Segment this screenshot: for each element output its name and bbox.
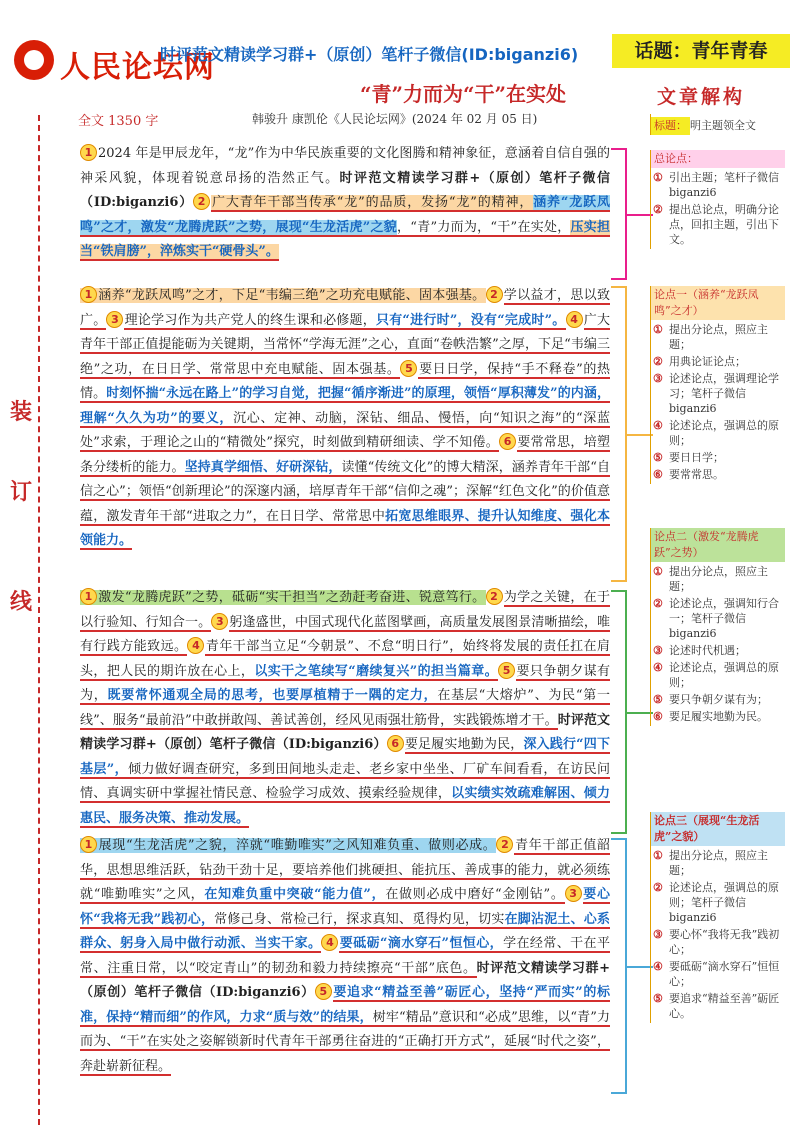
num-badge: 4 [566, 311, 583, 328]
binding-line [2, 115, 38, 1125]
num-badge: 1 [80, 588, 97, 605]
text: 在做则必成中磨好“金刚钻”。 [385, 887, 565, 902]
text: 2024 年是甲辰龙年，“龙”作为中华民族重要的文化图腾和精神象征，意涵着自信自强的神采风貌，体现着锐意昂扬的浩然正气。 [80, 146, 610, 186]
text: 学在经常、干在平常、注重日常，以“咬定青山”的韧劲和毅力持续擦亮“干部”底色。 [80, 936, 610, 976]
section-head: 总论点： [651, 150, 785, 168]
list-item: ③ 要心怀“我将无我”践初心； [653, 928, 780, 956]
point-sentence [80, 838, 496, 853]
promo-text: 时评范文精读学习群+（原创）笔杆子微信（ID:biganzi6） [80, 960, 610, 1000]
num-badge: 6 [387, 735, 404, 752]
num-badge: 1 [80, 286, 97, 303]
site-logo [14, 38, 215, 85]
sidebar-section-thesis [650, 150, 785, 249]
paragraph-point-1 [80, 284, 610, 554]
promo-text: 时评范文精读学习群+（原创）笔杆子微信（ID:biganzi6） [80, 170, 610, 210]
list-item: ⑤ 要只争朝夕谋有为； [653, 693, 768, 706]
key-sentence: 坚持真学细悟、好研深钻， [184, 459, 342, 475]
promo-banner: 时评范文精读学习群+（原创）笔杆子微信(ID:biganzi6) [160, 45, 579, 64]
key-sentence: 要追求“精益至善”砺匠心， [332, 985, 500, 1000]
key-sentence: 在脚沾泥土、心系群众、躬身入局中做行动派、当实干家。 [80, 911, 610, 951]
list-item: ④ 论述论点，强调总的原则； [653, 661, 779, 689]
point-sentence [80, 288, 486, 303]
list-item: ② 论述论点，强调总的原则；笔杆子微信 biganzi6 [653, 881, 779, 924]
word-count: 全文 1350 字 [78, 114, 159, 129]
section-head: 论点二（激发“龙腾虎跃”之势） [651, 528, 785, 562]
num-badge: 5 [315, 983, 332, 1000]
bracket-point-1 [611, 286, 627, 582]
num-badge: 2 [496, 836, 513, 853]
bracket-point-2 [611, 590, 627, 834]
text: 激发“龙腾虎跃”之势，砥砺“实干担当”之劲赶考奋进、锐意笃行。 [98, 590, 486, 605]
text: 在基层“大熔炉”、为民“第一线”、服务“最前沿”中敢拼敢闯、善试善创，经风见雨强壮筋骨，实践锻炼增才干。 [80, 688, 610, 728]
topic-badge: 话题：青年青春 [612, 34, 790, 68]
list-item: ① 引出主题；笔杆子微信 biganzi6 [653, 171, 779, 199]
label-tag: 标题： [651, 117, 690, 135]
key-sentence: 时刻怀揣“永远在路上”的学习自觉，把握“循序渐进”的原理，领悟“厚积薄发”的内涵，理解“久久为功”的要义， [80, 386, 610, 426]
num-badge: 5 [400, 360, 417, 377]
list-item: ② 用典论证论点； [653, 355, 746, 368]
promo-text: 时评范文精读学习群+（原创）笔杆子微信（ID:biganzi6） [80, 712, 610, 752]
num-badge: 1 [80, 144, 97, 161]
list-item: ② 论述论点，强调知行合一；笔杆子微信 biganzi6 [653, 597, 779, 640]
list-item: ④ 论述论点，强调总的原则； [653, 419, 779, 447]
list-item: ③ 论述时代机遇； [653, 644, 746, 657]
text: 理论学习作为共产党人的终生课和必修题， [124, 312, 376, 328]
num-badge: 2 [486, 286, 503, 303]
binding-dashes [38, 115, 40, 1125]
list-item: ⑥ 要足履实地勤为民。 [653, 710, 768, 723]
text: 倾力做好调查研究，多到田间地头走走、老乡家中坐坐、厂矿车间看看，在访民问情、真调实研中掌握社情民意、检验学习成效、摸索经验规律， [80, 761, 610, 801]
num-badge: 3 [565, 885, 582, 902]
key-sentence: 要心怀“我将无我”践初心， [80, 887, 610, 927]
key-sentence: 以实绩实效疏难解困、倾力惠民、服务决策、推动发展。 [80, 786, 610, 826]
list-item: ① 提出分论点，照应主题； [653, 849, 768, 877]
list-item: ① 提出分论点，照应主题； [653, 565, 768, 593]
text: 要日日学，保持“手不释卷”的热情。 [80, 361, 610, 401]
list-item: ② 提出总论点，明确分论点，回扣主题，引出下文。 [653, 203, 779, 246]
bracket-point-3 [611, 838, 627, 1094]
text: 为学之关键，在于以行验知、行知合一。 [80, 590, 610, 630]
binding-char: 装 [9, 400, 32, 425]
article-title: “青”力而为“干”在实处 [360, 82, 567, 106]
byline: 韩骏升 康凯伦《人民论坛网》(2024 年 02 月 05 日) [252, 112, 538, 126]
list-item: ③ 论述论点，强调理论学习；笔杆子微信 biganzi6 [653, 372, 779, 415]
num-badge: 4 [321, 934, 338, 951]
binding-char: 线 [9, 590, 32, 615]
sidebar-title: 文章解构 [657, 86, 746, 108]
binding-char: 订 [9, 480, 32, 505]
logo-icon [14, 40, 54, 80]
list-item: ⑤ 要日日学； [653, 451, 724, 464]
section-head: 论点三（展现“生龙活虎”之貌） [651, 812, 785, 846]
num-badge: 2 [193, 193, 210, 210]
sidebar-section-point-1 [650, 286, 785, 484]
num-badge: 1 [80, 836, 97, 853]
text: 展现“生龙活虎”之貌，淬就“唯勤唯实”之风知难负重、做则必成。 [98, 838, 497, 853]
text: 青年干部正值韶华，思想思维活跃，钻劲干劲十足，要培养他们挑硬担、能抗压、善成事的能力，就必须练就“唯勤唯实”之风， [80, 838, 610, 902]
paragraph-point-2 [80, 586, 610, 831]
text: 要足履实地勤为民， [404, 737, 524, 752]
key-sentence: 要砥砺“滴水穿石”恒恒心， [339, 936, 504, 951]
num-badge: 3 [106, 311, 123, 328]
list-item: ④ 要砥砺“滴水穿石”恒恒心； [653, 960, 780, 988]
list-item: ⑥ 要常常思。 [653, 468, 724, 481]
key-sentence: 坚持“严而实”的标准，保持“精而细”的作风，力求“质与效”的结果， [80, 985, 610, 1025]
bracket-intro [611, 148, 627, 280]
sidebar-section-point-2 [650, 528, 785, 726]
num-badge: 2 [486, 588, 503, 605]
num-badge: 4 [187, 637, 204, 654]
text: 躬逢盛世，中国式现代化蓝图擘画，高质量发展图景清晰描绘，唯有行践方能致远。 [80, 614, 610, 654]
text: 树牢“精品”意识和“必成”思维，以“青”力而为、“干”在实处之姿解锁新时代青年干部勇往奋进的“正确打开方式”，延展“时代之姿”，奔赴崭新征程。 [80, 1009, 610, 1074]
paragraph-intro [80, 142, 610, 265]
list-item: ⑤ 要追求“精益至善”砺匠心。 [653, 992, 780, 1020]
text: ，“青”力而为，“干”在实处， [397, 219, 571, 235]
key-sentence: 压实担当“铁肩膀”，淬炼实干“硬骨头”。 [80, 219, 610, 259]
point-sentence [80, 590, 486, 605]
key-sentence: 只有“进行时”，没有“完成时”。 [375, 312, 566, 328]
sidebar-section-point-3 [650, 812, 785, 1023]
num-badge: 5 [498, 662, 515, 679]
num-badge: 3 [211, 613, 228, 630]
text: 读懂“传统文化”的博大精深，涵养青年干部“自信之心”；领悟“创新理论”的深邃内涵，培厚青年干部“信仰之魂”；深解“红色文化”的价值意蕴，激发青年干部“进取之力”，在日日学、常常思中 [80, 459, 610, 524]
key-sentence: 拓宽思维眼界、提升认知维度、强化本领能力。 [80, 508, 610, 548]
text: 青年干部当立足“今朝景”、不怠“明日行”，始终将发展的责任扛在肩头，把人民的期许放在心上， [80, 639, 610, 679]
text: 学以益才，思以致广。 [80, 288, 610, 328]
section-head: 论点一（涵养“龙跃凤鸣”之才） [651, 286, 785, 320]
text: 要只争朝夕谋有为， [80, 663, 610, 703]
key-sentence: 以实干之笔续写“磨续复兴”的担当篇章。 [254, 663, 499, 679]
text: 常修己身、常检己行，探求真知、觅得灼见，切实 [214, 911, 505, 927]
key-sentence: 在知难负重中突破“能力值”， [204, 887, 386, 902]
list-item: ① 提出分论点，照应主题； [653, 323, 768, 351]
text: 广大青年干部正值提能砺为关键期，当常怀“学海无涯”之心，直面“卷帙浩繁”之厚，下足“韦编三绝”之功，在日日学、常常思中充电赋能、固本强基。 [80, 312, 610, 377]
text: 广大青年干部当传承“龙”的品质，发扬“龙”的精神， [211, 195, 534, 210]
key-sentence: 既要常怀通观全局的思考，也要厚植精于一隅的定力， [107, 688, 438, 703]
num-badge: 6 [499, 433, 516, 450]
logo-text: 人民论坛网 [60, 50, 215, 85]
text: 沉心、定神、动脑，深钻、细品、慢悟，向“知识之海”的“深蓝处”求索，于理论之山的“精微处”探究，时刻做到精研细读、学不知倦。 [80, 410, 610, 450]
paragraph-point-3 [80, 834, 610, 1079]
label-text: 明主题领全文 [690, 119, 756, 132]
text: 涵养“龙跃凤鸣”之才，下足“韦编三绝”之功充电赋能、固本强基。 [98, 288, 486, 303]
key-sentence: 涵养“龙跃凤鸣”之才，激发“龙腾虎跃”之势，展现“生龙活虎”之貌 [80, 195, 610, 235]
sidebar-label [650, 114, 785, 135]
text: 要常常思，培塑条分缕析的能力。 [80, 435, 610, 475]
key-sentence: 深入践行“四下基层”， [80, 737, 610, 777]
